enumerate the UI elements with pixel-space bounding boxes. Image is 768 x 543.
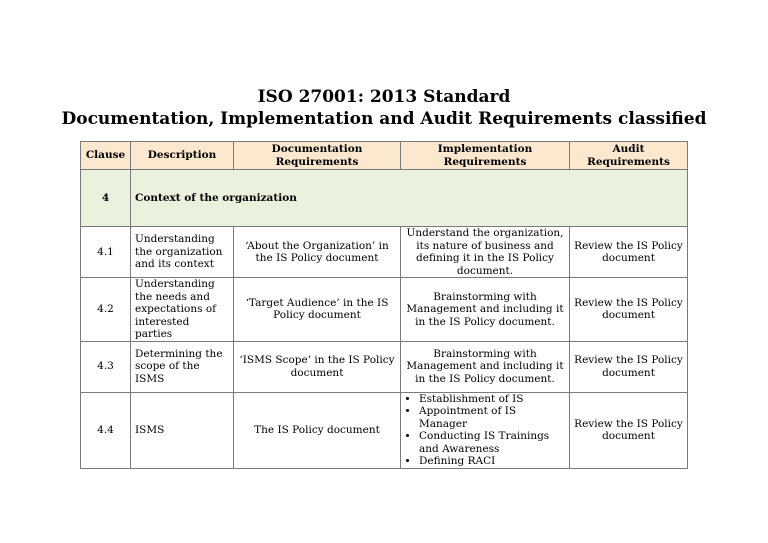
list-item: • Conducting IS Trainings and Awareness <box>419 430 565 455</box>
row-description: Determining the scope of the ISMS <box>131 341 234 392</box>
row-implementation-list <box>401 392 570 468</box>
row-implementation: Understand the organization, its nature of business and defining it in the IS Policy document. <box>401 227 570 278</box>
col-header-description: Description <box>131 142 234 170</box>
row-clause: 4.1 <box>81 227 131 278</box>
col-header-implementation: Implementation Requirements <box>401 142 570 170</box>
list-item: • Defining RACI <box>419 455 565 468</box>
row-description: Understanding the organization and its context <box>131 227 234 278</box>
table-row <box>81 227 688 278</box>
row-audit: Review the IS Policy document <box>570 392 688 468</box>
row-clause: 4.4 <box>81 392 131 468</box>
row-description: Understanding the needs and expectations of interested parties <box>131 278 234 342</box>
row-description: ISMS <box>131 392 234 468</box>
col-header-clause: Clause <box>81 142 131 170</box>
implementation-bullet-list <box>405 393 565 468</box>
row-clause: 4.3 <box>81 341 131 392</box>
section-row <box>81 170 688 227</box>
row-documentation: ‘ISMS Scope’ in the IS Policy document <box>234 341 401 392</box>
table-header-row <box>81 142 688 170</box>
row-clause: 4.2 <box>81 278 131 342</box>
table-row <box>81 278 688 342</box>
table-row <box>81 341 688 392</box>
row-audit: Review the IS Policy document <box>570 227 688 278</box>
row-documentation: The IS Policy document <box>234 392 401 468</box>
section-title: Context of the organization <box>131 170 688 227</box>
table-row <box>81 392 688 468</box>
row-documentation: ‘Target Audience’ in the IS Policy document <box>234 278 401 342</box>
document-title <box>0 86 768 130</box>
row-audit: Review the IS Policy document <box>570 278 688 342</box>
title-line-2: Documentation, Implementation and Audit Requirements classified <box>61 109 707 129</box>
col-header-audit: Audit Requirements <box>570 142 688 170</box>
list-item: • Appointment of IS Manager <box>419 405 565 430</box>
title-line-1: ISO 27001: 2013 Standard <box>257 87 511 107</box>
row-audit: Review the IS Policy document <box>570 341 688 392</box>
section-clause: 4 <box>81 170 131 227</box>
row-documentation: ‘About the Organization’ in the IS Policy document <box>234 227 401 278</box>
list-item: • Establishment of IS <box>419 393 565 406</box>
col-header-documentation: Documentation Requirements <box>234 142 401 170</box>
row-implementation: Brainstorming with Management and including it in the IS Policy document. <box>401 278 570 342</box>
row-implementation: Brainstorming with Management and including it in the IS Policy document. <box>401 341 570 392</box>
requirements-table <box>80 141 688 469</box>
